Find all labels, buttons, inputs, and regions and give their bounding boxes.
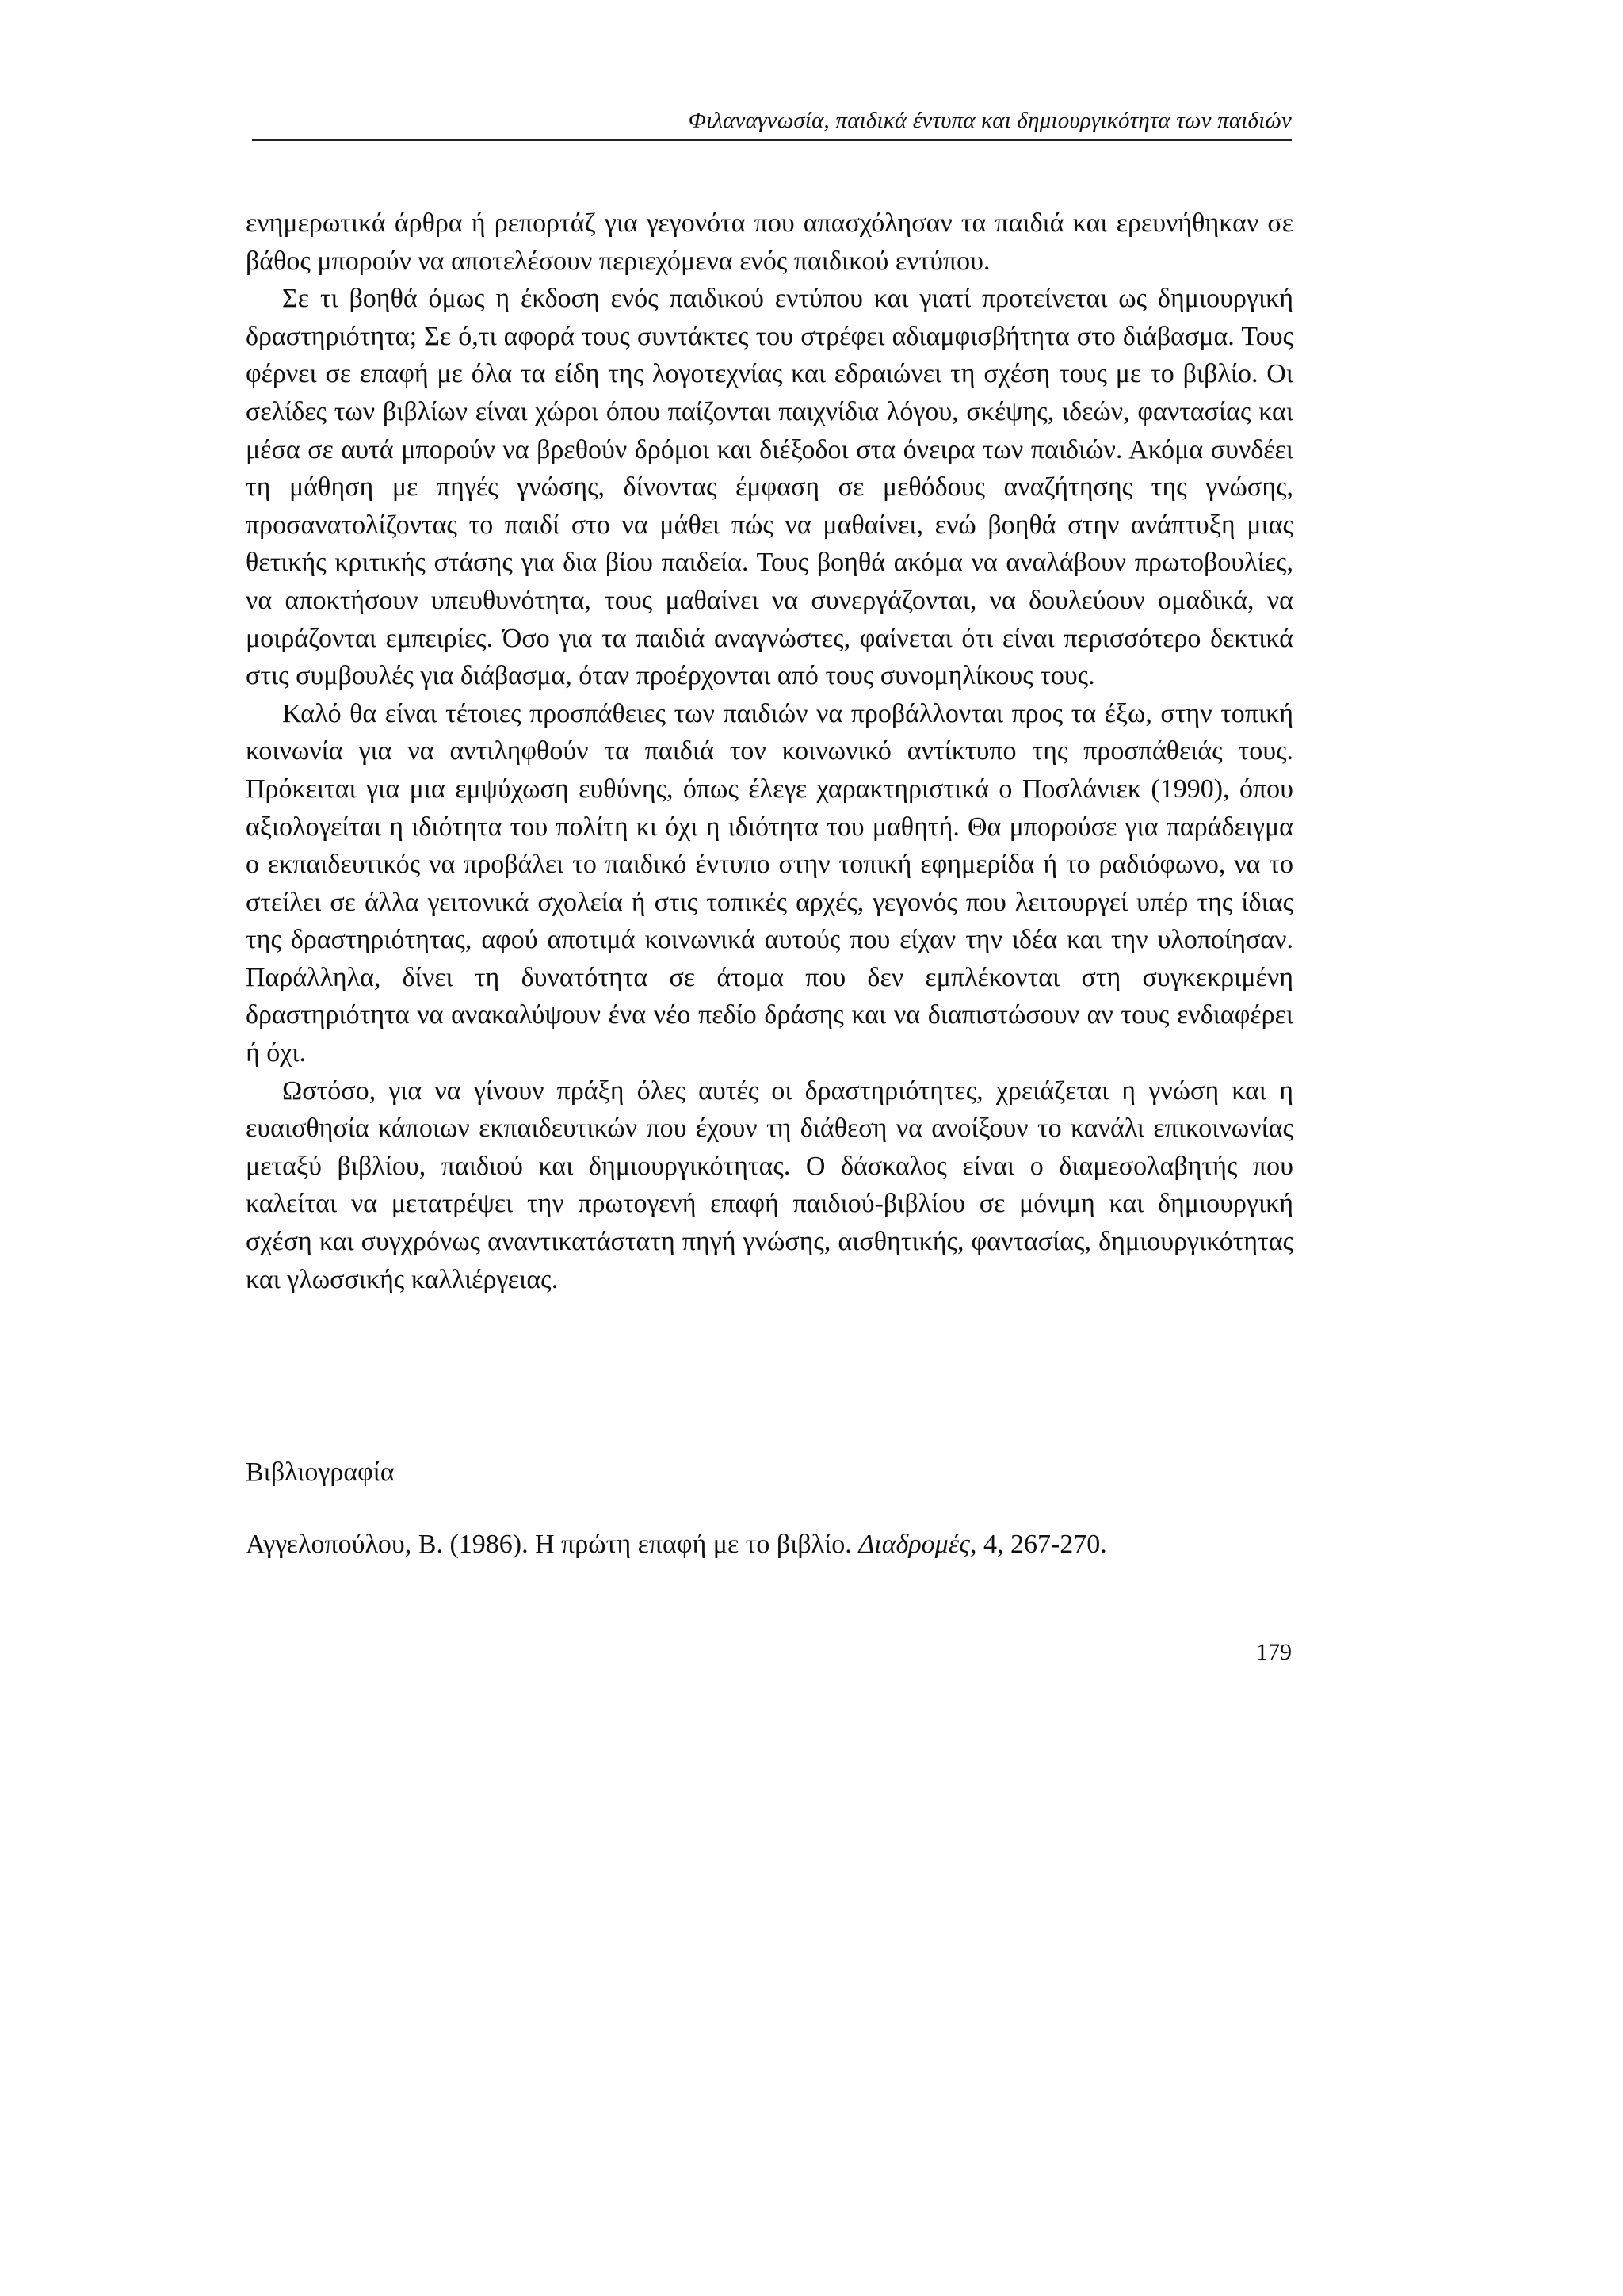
reference-text: Αγγελοπούλου, Β. (1986). Η πρώτη επαφή με το βιβλίο. [246,1530,859,1559]
paragraph-1: ενημερωτικά άρθρα ή ρεπορτάζ για γεγονότα που απασχόλησαν τα παιδιά και ερευνήθηκαν σε βάθος μπορούν να αποτελέσουν περιεχόμενα ενός παιδικού εντύπου. [246,208,1293,276]
bibliography-entry [246,1526,1293,1564]
reference-journal: Διαδρομές [858,1530,970,1559]
running-head: Φιλαναγνωσία, παιδικά έντυπα και δημιουργικότητα των παιδιών [688,108,1292,133]
paragraph-4: Ωστόσο, για να γίνουν πράξη όλες αυτές οι δραστηριότητες, χρειάζεται η γνώση και η ευαισθησία κάποιων εκπαιδευτικών που έχουν τη διάθεση να ανοίξουν το κανάλι επικοινωνίας μεταξύ βιβλίου, παιδιού και δημιουργικότητας. Ο δάσκαλος είναι ο διαμεσολαβητής που καλείται να μετατρέψει την πρωτογενή επαφή παιδιού-βιβλίου σε μόνιμη και δημιουργική σχέση και συγχρόνως αναντικατάστατη πηγή γνώσης, αισθητικής, φαντασίας, δημιουργικότητας και γλωσσικής καλλιέργειας. [246,1075,1293,1294]
reference-details: , 4, 267-270. [969,1530,1107,1559]
paragraph-3: Καλό θα είναι τέτοιες προσπάθειες των παιδιών να προβάλλονται προς τα έξω, στην τοπική κοινωνία για να αντιληφθούν τα παιδιά τον κοινωνικό αντίκτυπο της προσπάθειάς τους. Πρόκειται για μια εμψύχωση ευθύνης, όπως έλεγε χαρακτηριστικά ο Ποσλάνιεκ (1990), όπου αξιολογείται η ιδιότητα του πολίτη κι όχι η ιδιότητα του μαθητή. Θα μπορούσε για παράδειγμα ο εκπαιδευτικός να προβάλει το παιδικό έντυπο στην τοπική εφημερίδα ή το ραδιόφωνο, να το στείλει σε άλλα γειτονικά σχολεία ή στις τοπικές αρχές, γεγονός που λειτουργεί υπέρ της ίδιας της δραστηριότητας, αφού αποτιμά κοινωνικά αυτούς που είχαν την ιδέα και την υλοποίησαν. Παράλληλα, δίνει τη δυνατότητα σε άτομα που δεν εμπλέκονται στη συγκεκριμένη δραστηριότητα να ανακαλύψουν ένα νέο πεδίο δράσης και να διαπιστώσουν αν τους ενδιαφέρει ή όχι. [246,698,1293,1068]
header-rule [252,139,1292,141]
bibliography-heading: Βιβλιογραφία [246,1457,395,1487]
page-number: 179 [1256,1639,1292,1665]
body-text [246,204,1293,1298]
paragraph-2: Σε τι βοηθά όμως η έκδοση ενός παιδικού εντύπου και γιατί προτείνεται ως δημιουργική δραστηριότητα; Σε ό,τι αφορά τους συντάκτες του στρέφει αδιαμφισβήτητα στο διάβασμα. Τους φέρνει σε επαφή με όλα τα είδη της λογοτεχνίας και εδραιώνει τη σχέση τους με το βιβλίο. Οι σελίδες των βιβλίων είναι χώροι όπου παίζονται παιχνίδια λόγου, σκέψης, ιδεών, φαντασίας και μέσα σε αυτά μπορούν να βρεθούν δρόμοι και διέξοδοι στα όνειρα των παιδιών. Ακόμα συνδέει τη μάθηση με πηγές γνώσης, δίνοντας έμφαση σε μεθόδους αναζήτησης της γνώσης, προσανατολίζοντας το παιδί στο να μάθει πώς να μαθαίνει, ενώ βοηθά στην ανάπτυξη μιας θετικής κριτικής στάσης για δια βίου παιδεία. Τους βοηθά ακόμα να αναλάβουν πρωτοβουλίες, να αποκτήσουν υπευθυνότητα, τους μαθαίνει να συνεργάζονται, να δουλεύουν ομαδικά, να μοιράζονται εμπειρίες. Όσο για τα παιδιά αναγνώστες, φαίνεται ότι είναι περισσότερο δεκτικά στις συμβουλές για διάβασμα, όταν προέρχονται από τους συνομηλίκους τους. [246,284,1293,691]
